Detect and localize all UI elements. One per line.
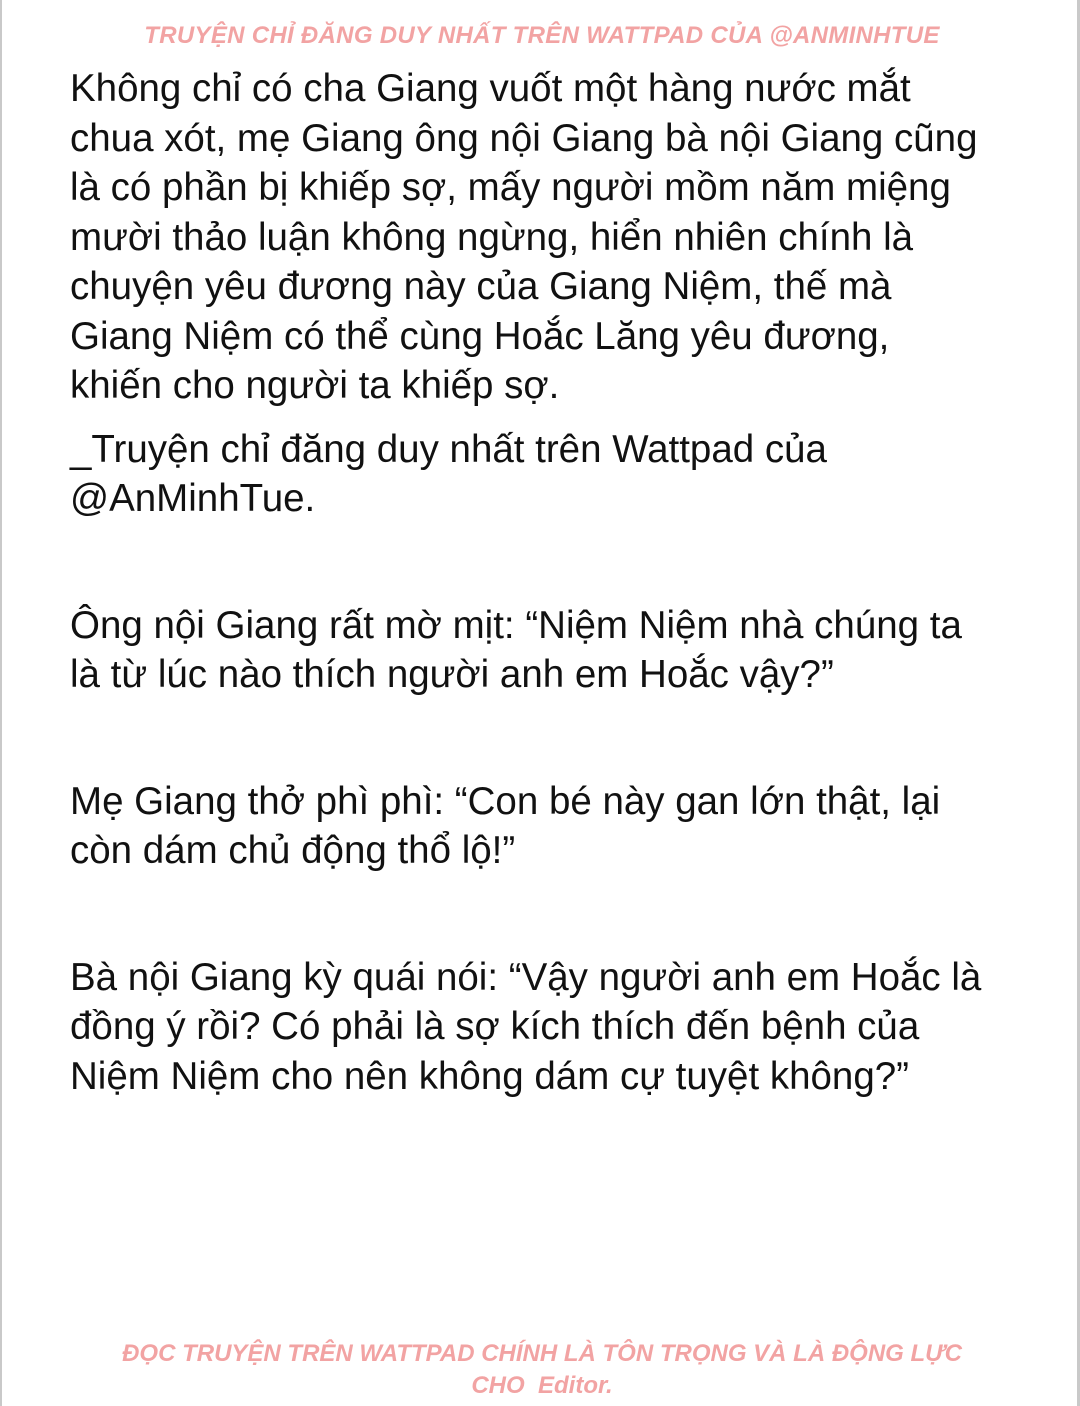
- story-line: mười thảo luận không ngừng, hiển nhiên chính là: [70, 215, 914, 259]
- story-line: chua xót, mẹ Giang ông nội Giang bà nội Giang cũng: [70, 116, 978, 160]
- story-line: Niệm Niệm cho nên không dám cự tuyệt không?”: [70, 1054, 909, 1098]
- story-line: Bà nội Giang kỳ quái nói: “Vậy người anh em Hoắc là: [70, 955, 982, 999]
- story-line: _Truyện chỉ đăng duy nhất trên Wattpad của: [70, 427, 827, 471]
- story-line: Không chỉ có cha Giang vuốt một hàng nước mắt: [70, 67, 911, 110]
- footer-watermark-line: ĐỌC TRUYỆN TRÊN WATTPAD CHÍNH LÀ TÔN TRỌNG VÀ LÀ ĐỘNG LỰC: [122, 1340, 962, 1367]
- story-line: là từ lúc nào thích người anh em Hoắc vậy?”: [70, 653, 834, 696]
- story-line: Ông nội Giang rất mờ mịt: “Niệm Niệm nhà chúng ta: [70, 603, 962, 647]
- footer-watermark: [2, 1338, 1080, 1402]
- story-line: đồng ý rồi? Có phải là sợ kích thích đến bệnh của: [70, 1005, 920, 1048]
- story-line: còn dám chủ động thổ lộ!”: [70, 829, 516, 872]
- footer-watermark-line: CHO Editor.: [471, 1372, 613, 1399]
- story-line: khiến cho người ta khiếp sợ.: [70, 364, 560, 407]
- story-paragraph-1: [70, 64, 1030, 411]
- story-paragraph-4: [70, 777, 1030, 876]
- story-paragraph-5: [70, 953, 1030, 1102]
- story-line: Giang Niệm có thể cùng Hoắc Lăng yêu đương,: [70, 314, 890, 358]
- story-line: là có phần bị khiếp sợ, mấy người mồm năm miệng: [70, 166, 951, 209]
- story-paragraph-3: [70, 601, 1030, 700]
- header-watermark: TRUYỆN CHỈ ĐĂNG DUY NHẤT TRÊN WATTPAD CỦA @ANMINHTUE: [144, 22, 940, 49]
- story-body: [70, 64, 1030, 1101]
- story-line: Mẹ Giang thở phì phì: “Con bé này gan lớn thật, lại: [70, 779, 941, 823]
- story-line: @AnMinhTue.: [70, 477, 316, 520]
- story-line: chuyện yêu đương này của Giang Niệm, thế mà: [70, 265, 892, 308]
- story-paragraph-2: [70, 425, 1030, 524]
